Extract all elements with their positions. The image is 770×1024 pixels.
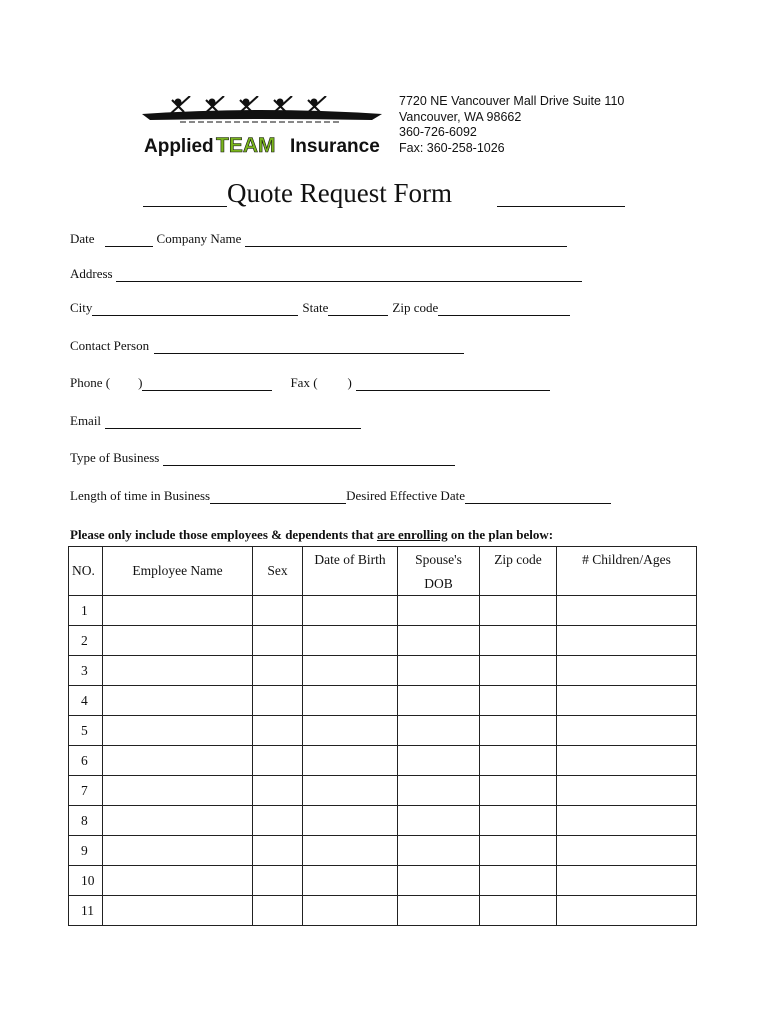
fax-label: Fax ( <box>290 375 318 390</box>
form-title-area <box>143 178 625 208</box>
phone-paren-close: ) <box>138 375 143 390</box>
employee-table <box>68 546 697 926</box>
dob-cell[interactable] <box>303 716 398 746</box>
fax-paren-close: ) <box>347 375 352 390</box>
table-row <box>69 866 697 896</box>
state-field[interactable] <box>328 303 388 316</box>
spouse-dob-cell[interactable] <box>398 746 480 776</box>
phone-fax-row <box>70 375 550 391</box>
title-underline-right <box>497 206 625 207</box>
children-ages-cell[interactable] <box>557 896 697 926</box>
business-length-row <box>70 488 611 504</box>
logo-text-team: TEAM <box>216 134 276 157</box>
sex-cell[interactable] <box>253 776 303 806</box>
spouse-header-line1: Spouse's <box>415 552 462 567</box>
dob-cell[interactable] <box>303 596 398 626</box>
phone-label: Phone ( <box>70 375 111 390</box>
col-header-zip: Zip code <box>480 547 557 596</box>
address-line-2: Vancouver, WA 98662 <box>399 109 522 124</box>
row-number: 6 <box>69 746 103 776</box>
zip-cell[interactable] <box>480 596 557 626</box>
row-number: 8 <box>69 806 103 836</box>
employee-name-cell[interactable] <box>103 896 253 926</box>
spouse-header-line2: DOB <box>424 576 453 591</box>
zip-cell[interactable] <box>480 866 557 896</box>
row-number: 10 <box>69 866 103 896</box>
sex-cell[interactable] <box>253 716 303 746</box>
enrollment-notice <box>70 527 553 543</box>
phone-field[interactable] <box>142 378 272 391</box>
children-ages-cell[interactable] <box>557 716 697 746</box>
children-ages-cell[interactable] <box>557 596 697 626</box>
logo-text-applied: Applied <box>144 136 214 157</box>
spouse-dob-cell[interactable] <box>398 626 480 656</box>
zip-cell[interactable] <box>480 776 557 806</box>
employee-name-cell[interactable] <box>103 716 253 746</box>
table-row <box>69 626 697 656</box>
table-row <box>69 806 697 836</box>
title-underline-left <box>143 206 227 207</box>
sex-cell[interactable] <box>253 596 303 626</box>
effective-date-label: Desired Effective Date <box>346 488 465 503</box>
zip-cell[interactable] <box>480 836 557 866</box>
city-field[interactable] <box>92 303 298 316</box>
employee-name-cell[interactable] <box>103 656 253 686</box>
company-contact-block <box>399 94 624 156</box>
email-label: Email <box>70 413 102 428</box>
col-header-sex: Sex <box>253 547 303 596</box>
row-number: 3 <box>69 656 103 686</box>
date-field[interactable] <box>105 234 153 247</box>
col-header-spouse-dob <box>398 547 480 596</box>
logo-text-insurance: Insurance <box>290 136 380 157</box>
fax-field[interactable] <box>356 378 550 391</box>
spouse-dob-cell[interactable] <box>398 656 480 686</box>
col-header-no: NO. <box>69 547 103 596</box>
employee-name-cell[interactable] <box>103 596 253 626</box>
city-state-zip-row <box>70 300 570 316</box>
table-row <box>69 716 697 746</box>
spouse-dob-cell[interactable] <box>398 866 480 896</box>
business-type-field[interactable] <box>163 453 455 466</box>
spouse-dob-cell[interactable] <box>398 686 480 716</box>
col-header-dob: Date of Birth <box>303 547 398 596</box>
sex-cell[interactable] <box>253 806 303 836</box>
col-header-employee-name: Employee Name <box>103 547 253 596</box>
zip-cell[interactable] <box>480 896 557 926</box>
dob-cell[interactable] <box>303 806 398 836</box>
business-type-label: Type of Business <box>70 450 160 465</box>
company-phone: 360-726-6092 <box>399 125 477 139</box>
business-length-field[interactable] <box>210 491 346 504</box>
dob-cell[interactable] <box>303 746 398 776</box>
sex-cell[interactable] <box>253 836 303 866</box>
sex-cell[interactable] <box>253 656 303 686</box>
dob-cell[interactable] <box>303 836 398 866</box>
row-number: 9 <box>69 836 103 866</box>
row-number: 1 <box>69 596 103 626</box>
children-ages-cell[interactable] <box>557 776 697 806</box>
table-row <box>69 746 697 776</box>
employee-name-cell[interactable] <box>103 686 253 716</box>
zip-cell[interactable] <box>480 746 557 776</box>
zip-cell[interactable] <box>480 716 557 746</box>
email-row <box>70 413 361 429</box>
notice-text-underlined: are enrolling <box>376 527 448 542</box>
table-row <box>69 656 697 686</box>
col-header-children: # Children/Ages <box>557 547 697 596</box>
children-ages-cell[interactable] <box>557 746 697 776</box>
rowing-team-logo-icon <box>140 96 385 162</box>
table-row <box>69 596 697 626</box>
row-number: 5 <box>69 716 103 746</box>
children-ages-cell[interactable] <box>557 626 697 656</box>
employee-name-cell[interactable] <box>103 806 253 836</box>
row-number: 11 <box>69 896 103 926</box>
children-ages-cell[interactable] <box>557 806 697 836</box>
address-line-1: 7720 NE Vancouver Mall Drive Suite 110 <box>399 94 625 108</box>
business-type-row <box>70 450 455 466</box>
children-ages-cell[interactable] <box>557 686 697 716</box>
dob-cell[interactable] <box>303 626 398 656</box>
spouse-dob-cell[interactable] <box>398 596 480 626</box>
contact-person-label: Contact Person <box>70 338 150 353</box>
zip-cell[interactable] <box>480 656 557 686</box>
employee-name-cell[interactable] <box>103 776 253 806</box>
company-logo <box>140 96 385 162</box>
sex-cell[interactable] <box>253 866 303 896</box>
zip-field[interactable] <box>438 303 570 316</box>
table-row <box>69 776 697 806</box>
spouse-dob-cell[interactable] <box>398 776 480 806</box>
company-fax: Fax: 360-258-1026 <box>399 140 505 155</box>
spouse-dob-cell[interactable] <box>398 806 480 836</box>
business-length-label: Length of time in Business <box>70 488 211 503</box>
sex-cell[interactable] <box>253 626 303 656</box>
spouse-dob-cell[interactable] <box>398 716 480 746</box>
address-field[interactable] <box>116 269 582 282</box>
city-label: City <box>70 300 93 315</box>
zip-cell[interactable] <box>480 626 557 656</box>
contact-row <box>70 338 464 354</box>
dob-cell[interactable] <box>303 656 398 686</box>
effective-date-field[interactable] <box>465 491 611 504</box>
children-ages-cell[interactable] <box>557 656 697 686</box>
dob-cell[interactable] <box>303 866 398 896</box>
table-header-row <box>69 547 697 596</box>
notice-text-before: Please only include those employees & dependents that <box>70 527 377 542</box>
spouse-dob-cell[interactable] <box>398 896 480 926</box>
state-label: State <box>302 300 329 315</box>
notice-text-after: on the plan below: <box>447 527 554 542</box>
sex-cell[interactable] <box>253 896 303 926</box>
address-row <box>70 266 582 282</box>
employee-name-cell[interactable] <box>103 866 253 896</box>
zip-label: Zip code <box>392 300 439 315</box>
spouse-dob-cell[interactable] <box>398 836 480 866</box>
children-ages-cell[interactable] <box>557 866 697 896</box>
sex-cell[interactable] <box>253 746 303 776</box>
row-number: 4 <box>69 686 103 716</box>
table-row <box>69 836 697 866</box>
dob-cell[interactable] <box>303 776 398 806</box>
contact-person-field[interactable] <box>154 341 464 354</box>
dob-cell[interactable] <box>303 896 398 926</box>
table-row <box>69 896 697 926</box>
zip-cell[interactable] <box>480 806 557 836</box>
date-label: Date <box>70 231 95 246</box>
row-number: 2 <box>69 626 103 656</box>
employee-name-cell[interactable] <box>103 746 253 776</box>
company-name-field[interactable] <box>245 234 567 247</box>
employee-name-cell[interactable] <box>103 836 253 866</box>
address-label: Address <box>70 266 113 281</box>
page-title: Quote Request Form <box>227 178 452 208</box>
date-company-row <box>70 231 567 247</box>
zip-cell[interactable] <box>480 686 557 716</box>
email-field[interactable] <box>105 416 361 429</box>
row-number: 7 <box>69 776 103 806</box>
dob-cell[interactable] <box>303 686 398 716</box>
children-ages-cell[interactable] <box>557 836 697 866</box>
table-row <box>69 686 697 716</box>
sex-cell[interactable] <box>253 686 303 716</box>
employee-name-cell[interactable] <box>103 626 253 656</box>
company-name-label: Company Name <box>156 231 242 246</box>
